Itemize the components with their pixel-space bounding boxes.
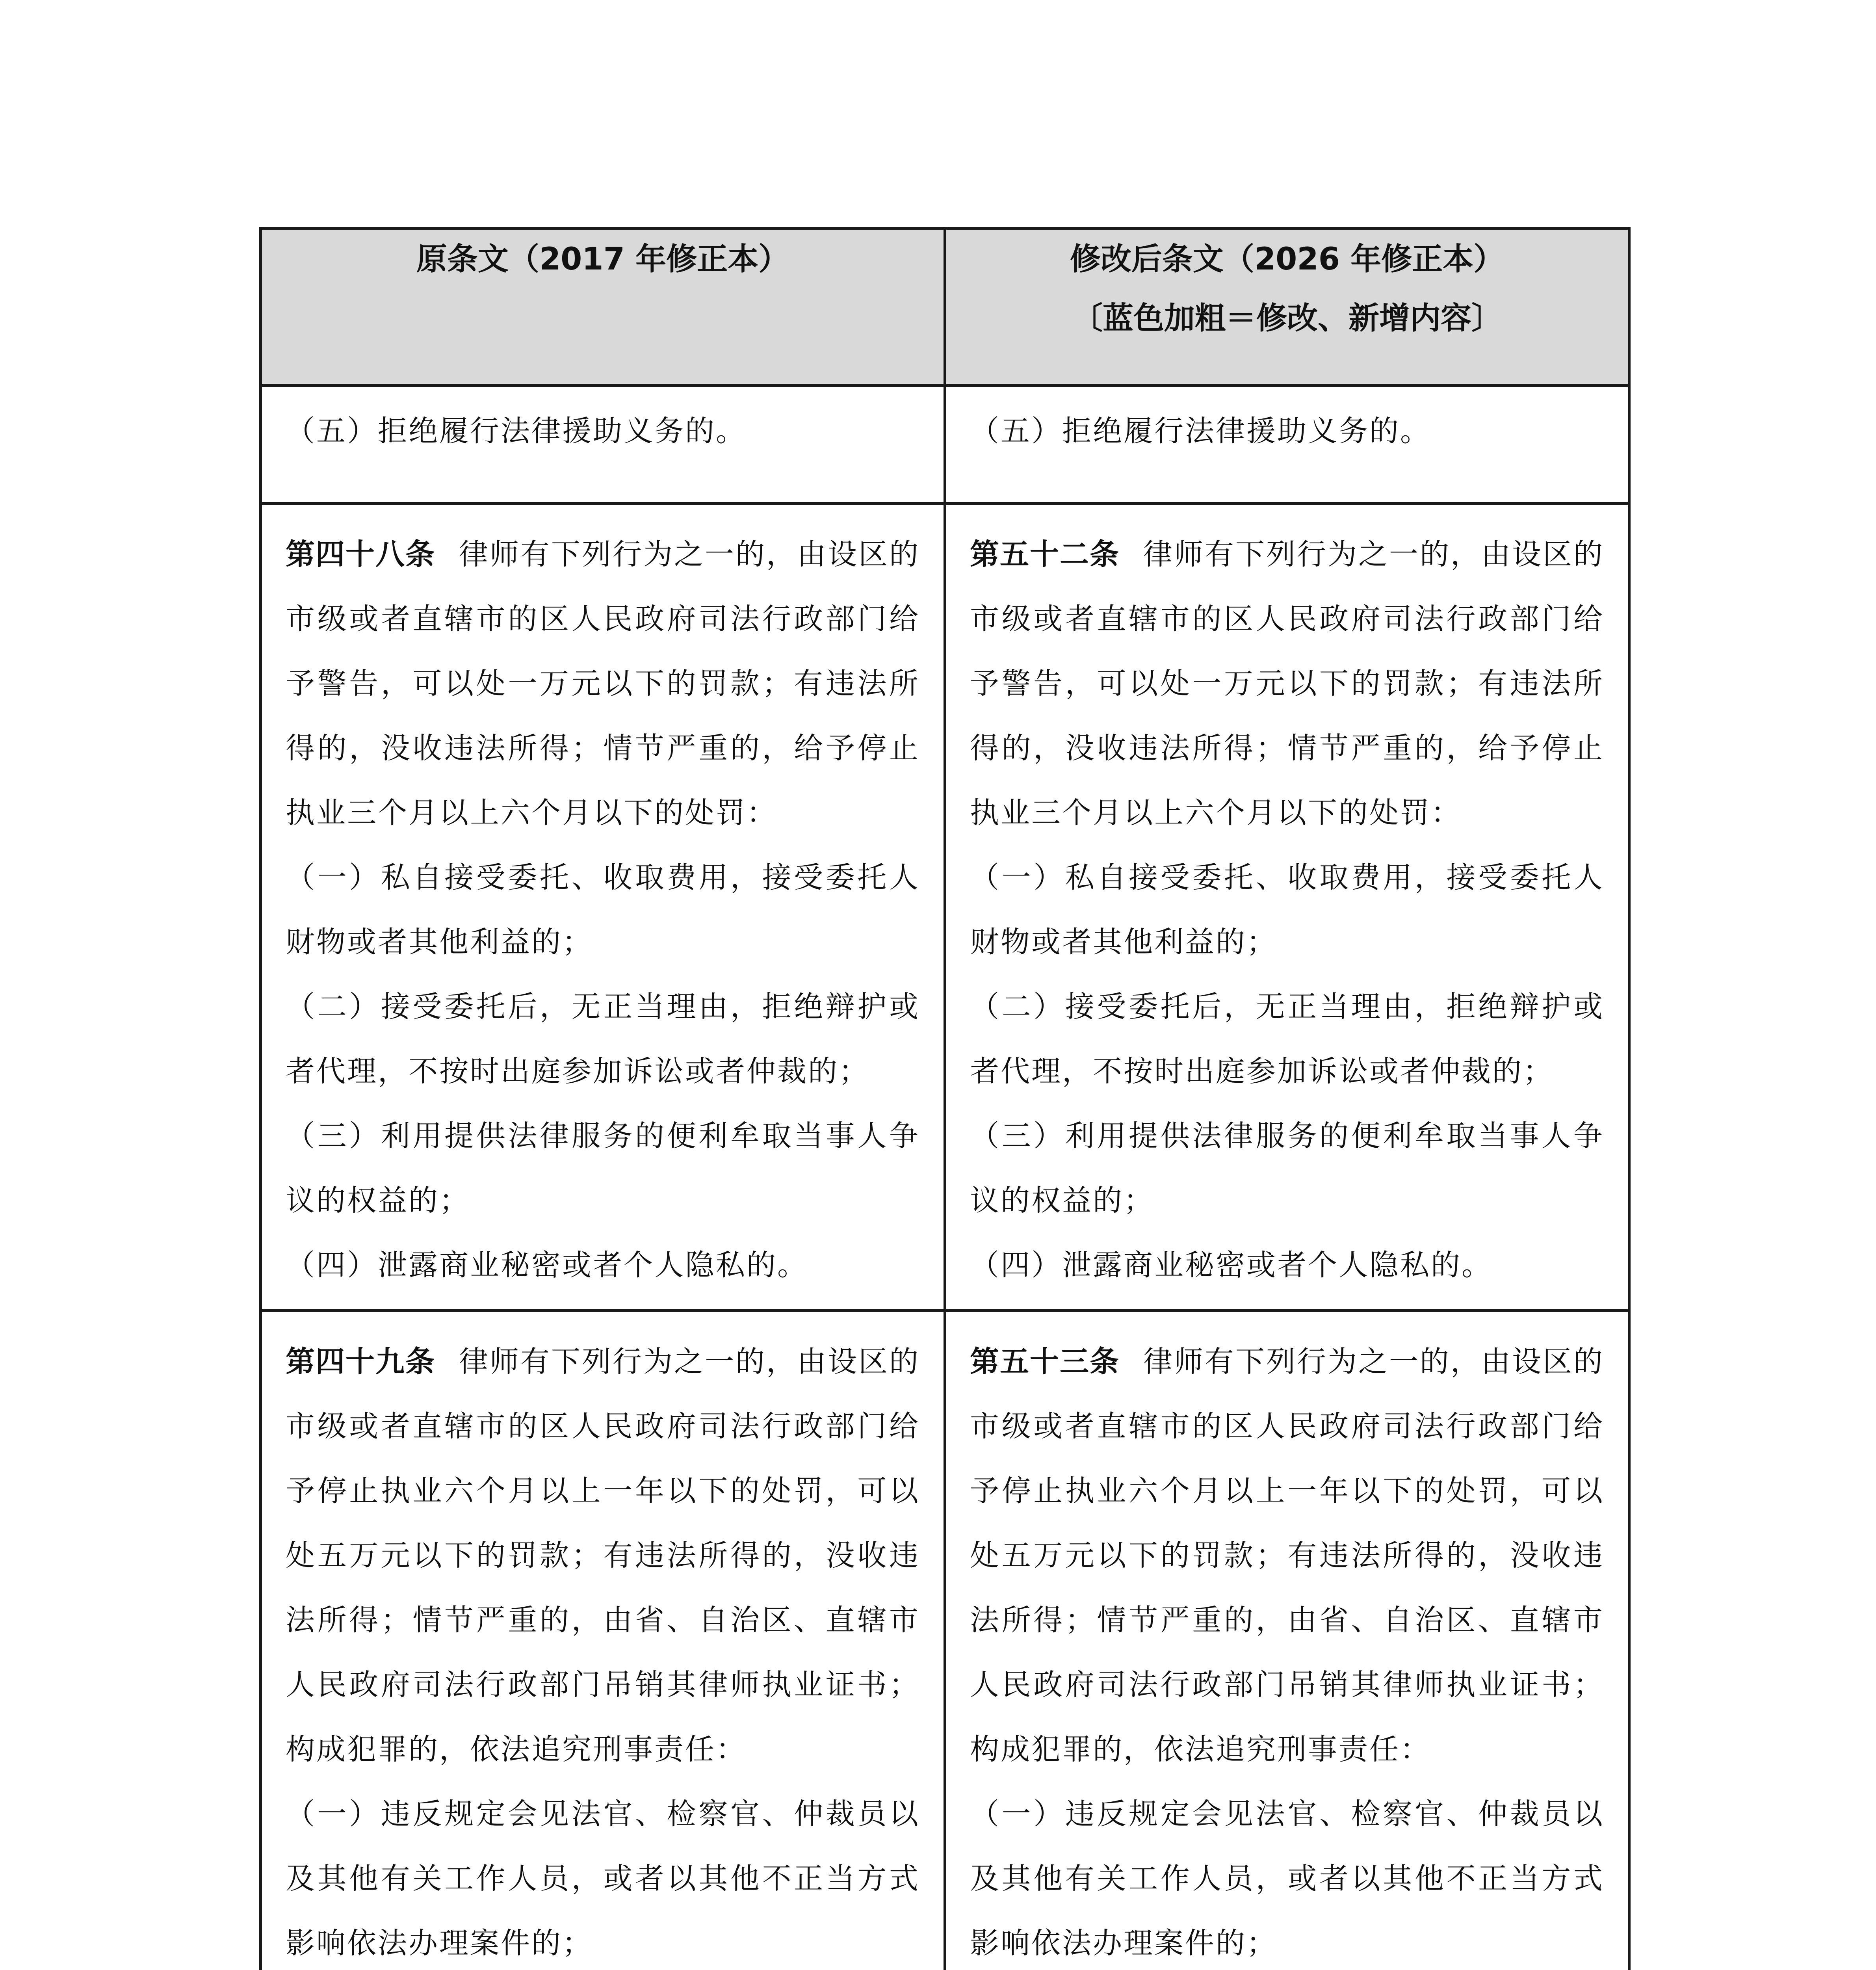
original-cell xyxy=(261,1311,945,1970)
clause-paragraph: （三）利用提供法律服务的便利牟取当事人争议的权益的； xyxy=(970,1119,1604,1217)
clause-paragraph: （一）私自接受委托、收取费用，接受委托人财物或者其他利益的； xyxy=(970,860,1604,959)
revised-cell xyxy=(945,386,1629,504)
header-row xyxy=(261,229,1629,386)
clause-paragraph: （四）泄露商业秘密或者个人隐私的。 xyxy=(286,1248,808,1282)
table-row xyxy=(261,1311,1629,1970)
clause-paragraph: （一）违反规定会见法官、检察官、仲裁员以及其他有关工作人员，或者以其他不正当方式影响依法办理案件的； xyxy=(286,1797,920,1960)
clause-paragraph: （五）拒绝履行法律援助义务的。 xyxy=(286,414,747,448)
revised-cell xyxy=(945,504,1629,1311)
original-cell xyxy=(261,504,945,1311)
article-number: 第五十二条 xyxy=(970,537,1120,571)
header-revised xyxy=(945,229,1629,386)
clause-paragraph: （一）私自接受委托、收取费用，接受委托人财物或者其他利益的； xyxy=(286,860,920,959)
clause-paragraph: （三）利用提供法律服务的便利牟取当事人争议的权益的； xyxy=(286,1119,920,1217)
article-lead-paragraph xyxy=(970,522,1604,845)
article-lead-text: 律师有下列行为之一的，由设区的市级或者直辖市的区人民政府司法行政部门给予警告，可以处一万元以下的罚款；有违法所得的，没收违法所得；情节严重的，给予停止执业三个月以上六个月以下的处罚： xyxy=(970,537,1604,830)
original-cell xyxy=(261,386,945,504)
comparison-table xyxy=(259,227,1631,1970)
clause-paragraph: （五）拒绝履行法律援助义务的。 xyxy=(970,414,1431,448)
header-original-label: 原条文（2017 年修正本） xyxy=(416,242,789,277)
article-lead-paragraph xyxy=(286,1329,920,1782)
article-lead-paragraph xyxy=(286,522,920,845)
clause-paragraph: （二）接受委托后，无正当理由，拒绝辩护或者代理，不按时出庭参加诉讼或者仲裁的； xyxy=(286,990,920,1088)
clause-paragraph: （一）违反规定会见法官、检察官、仲裁员以及其他有关工作人员，或者以其他不正当方式影响依法办理案件的； xyxy=(970,1797,1604,1960)
article-lead-text: 律师有下列行为之一的，由设区的市级或者直辖市的区人民政府司法行政部门给予停止执业六个月以上一年以下的处罚，可以处五万元以下的罚款；有违法所得的，没收违法所得；情节严重的，由省、自治区、直辖市人民政府司法行政部门吊销其律师执业证书；构成犯罪的，依法追究刑事责任： xyxy=(970,1345,1604,1766)
header-legend-note: 〔蓝色加粗＝修改、新增内容〕 xyxy=(1072,301,1502,336)
revised-cell xyxy=(945,1311,1629,1970)
clause-paragraph: （四）泄露商业秘密或者个人隐私的。 xyxy=(970,1248,1492,1282)
table-row xyxy=(261,504,1629,1311)
article-lead-paragraph xyxy=(970,1329,1604,1782)
article-lead-text: 律师有下列行为之一的，由设区的市级或者直辖市的区人民政府司法行政部门给予停止执业六个月以上一年以下的处罚，可以处五万元以下的罚款；有违法所得的，没收违法所得；情节严重的，由省、自治区、直辖市人民政府司法行政部门吊销其律师执业证书；构成犯罪的，依法追究刑事责任： xyxy=(286,1345,920,1766)
article-number: 第五十三条 xyxy=(970,1345,1120,1379)
header-original xyxy=(261,229,945,386)
table-row xyxy=(261,386,1629,504)
article-lead-text: 律师有下列行为之一的，由设区的市级或者直辖市的区人民政府司法行政部门给予警告，可以处一万元以下的罚款；有违法所得的，没收违法所得；情节严重的，给予停止执业三个月以上六个月以下的处罚： xyxy=(286,537,920,830)
article-number: 第四十八条 xyxy=(286,537,435,571)
clause-paragraph: （二）接受委托后，无正当理由，拒绝辩护或者代理，不按时出庭参加诉讼或者仲裁的； xyxy=(970,990,1604,1088)
header-revised-label: 修改后条文（2026 年修正本） xyxy=(1070,242,1505,277)
article-number: 第四十九条 xyxy=(286,1345,435,1379)
